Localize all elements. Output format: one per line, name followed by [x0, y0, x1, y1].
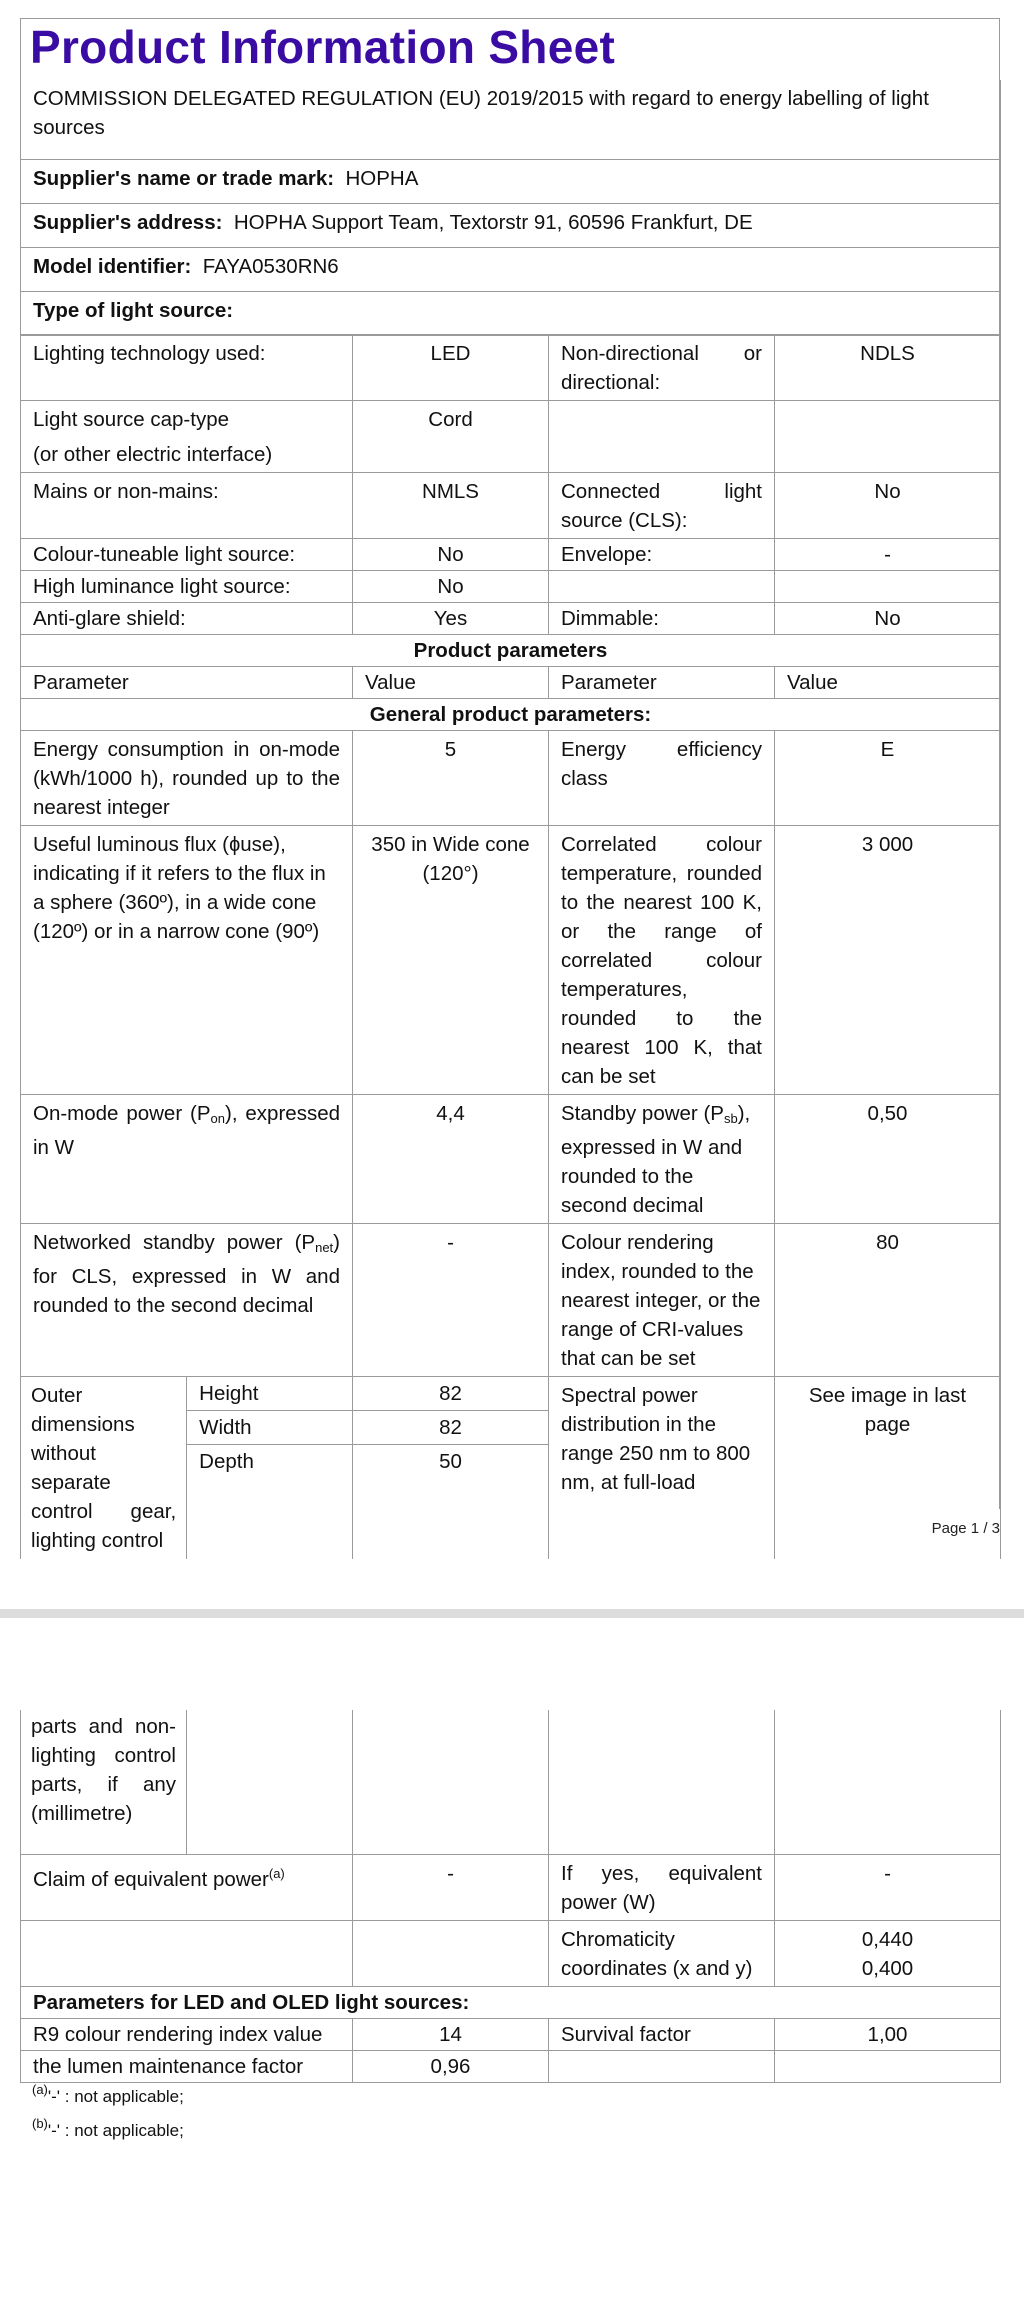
supplier-name-value: HOPHA — [345, 167, 419, 190]
netstandby-value: - — [353, 1224, 549, 1377]
directional-value: NDLS — [775, 335, 1001, 401]
model-label: Model identifier: — [33, 255, 192, 278]
general-heading: General product parameters: — [21, 699, 1001, 731]
cap-label-line1: Light source cap-type — [33, 408, 230, 431]
depth-label: Depth — [199, 1450, 254, 1473]
flux-value: 350 in Wide cone (120°) — [353, 826, 549, 1095]
model-row — [21, 248, 1001, 292]
envelope-value: - — [775, 539, 1001, 571]
cls-value: No — [775, 473, 1001, 539]
empty-cell — [775, 1710, 1001, 1855]
eff-class-label: Energy efficiency class — [549, 731, 775, 826]
empty-cell — [549, 2051, 775, 2083]
standby-label: Standby power $(P_{sb})$, expressed in W and rounded to the second decimal — [549, 1095, 775, 1224]
cap-label-line2: (or other electric interface) — [33, 443, 273, 466]
envelope-label: Envelope: — [549, 539, 775, 571]
chroma-x: 0,440 — [861, 1928, 914, 1951]
spd-label: Spectral power distribution in the range 250 nm to 800 nm, at full-load — [549, 1377, 775, 1560]
chroma-value — [775, 1921, 1001, 1987]
sheet-title: Product Information Sheet — [30, 21, 616, 73]
empty-cell — [549, 571, 775, 603]
empty-cell — [775, 571, 1001, 603]
col-value-2: Value — [775, 667, 1001, 699]
standby-value: 0,50 — [775, 1095, 1001, 1224]
cri-value: 80 — [775, 1224, 1001, 1377]
footnote-b: $^{(b)}$'-' : not applicable; — [32, 2116, 184, 2140]
empty-cell — [187, 1710, 353, 1855]
dimmable-value: No — [775, 603, 1001, 635]
led-heading: Parameters for LED and OLED light sources: — [21, 1987, 1001, 2019]
onpower-label: On-mode power $(P_{on})$, expressed in W — [21, 1095, 353, 1224]
high-lum-value: No — [353, 571, 549, 603]
supplier-address-row — [21, 204, 1001, 248]
supplier-name-label: Supplier's name or trade mark: — [33, 167, 335, 190]
tuneable-label: Colour-tuneable light source: — [21, 539, 353, 571]
directional-label: Non-directional or directional: — [549, 335, 775, 401]
lumen-label: the lumen maintenance factor — [21, 2051, 353, 2083]
high-lum-label: High luminance light source: — [21, 571, 353, 603]
onpower-value: 4,4 — [353, 1095, 549, 1224]
chroma-label: Chromaticity coordinates (x and y) — [549, 1921, 775, 1987]
height-label: Height — [187, 1377, 352, 1411]
page-separator — [0, 1609, 1024, 1618]
tuneable-value: No — [353, 539, 549, 571]
cap-value: Cord — [353, 401, 549, 473]
tech-value: LED — [353, 335, 549, 401]
supplier-name-row — [21, 160, 1001, 204]
r9-label: R9 colour rendering index value — [21, 2019, 353, 2051]
outer-dimensions-cell — [21, 1377, 353, 1560]
col-parameter-1: Parameter — [21, 667, 353, 699]
survival-label: Survival factor — [549, 2019, 775, 2051]
empty-cell — [353, 1921, 549, 1987]
outer-dimensions-label: Outer dimensions without separate control gear, lighting control — [21, 1377, 187, 1559]
continued-table — [20, 1710, 1001, 2083]
empty-cell — [21, 1921, 353, 1987]
empty-cell — [549, 401, 775, 473]
type-table — [20, 334, 1001, 1559]
type-heading: Type of light source: — [21, 292, 1001, 336]
regulation-text: COMMISSION DELEGATED REGULATION (EU) 2019/2015 with regard to energy labelling of light sources — [21, 80, 1001, 160]
r9-value: 14 — [353, 2019, 549, 2051]
equiv-label: Claim of equivalent power$^{(a)}$ — [21, 1855, 353, 1921]
cri-label: Colour rendering index, rounded to the nearest integer, or the range of CRI-values that can be set — [549, 1224, 775, 1377]
energy-cons-label: Energy consumption in on-mode (kWh/1000 h), rounded up to the nearest integer — [21, 731, 353, 826]
cct-label: Correlated colour temperature, rounded to the nearest 100 K, or the range of correlated colour temperatures, rounded to the nearest 100 K, that can be set — [549, 826, 775, 1095]
survival-value: 1,00 — [775, 2019, 1001, 2051]
lumen-value: 0,96 — [353, 2051, 549, 2083]
spd-value: See image in last page — [775, 1377, 1001, 1560]
footnote-a: $^{(a)}$'-' : not applicable; — [32, 2082, 184, 2106]
empty-cell — [775, 2051, 1001, 2083]
width-value: 82 — [353, 1411, 548, 1445]
equiv-w-label: If yes, equivalent power (W) — [549, 1855, 775, 1921]
mains-value: NMLS — [353, 473, 549, 539]
equiv-w-value: - — [775, 1855, 1001, 1921]
depth-value: 50 — [439, 1450, 462, 1473]
col-parameter-2: Parameter — [549, 667, 775, 699]
cct-value: 3 000 — [775, 826, 1001, 1095]
eff-class-value: E — [775, 731, 1001, 826]
page-2 — [0, 1618, 1024, 2306]
equiv-value: - — [353, 1855, 549, 1921]
mains-label: Mains or non-mains: — [21, 473, 353, 539]
product-parameters-heading: Product parameters — [21, 635, 1001, 667]
cls-label: Connected light source (CLS): — [549, 473, 775, 539]
col-value-1: Value — [353, 667, 549, 699]
supplier-address-label: Supplier's address: — [33, 211, 223, 234]
outer-dimensions-label-cont: parts and non-lighting control parts, if any (millimetre) — [21, 1710, 187, 1855]
height-value: 82 — [353, 1377, 548, 1411]
tech-label: Lighting technology used: — [21, 335, 353, 401]
supplier-address-value: HOPHA Support Team, Textorstr 91, 60596 Frankfurt, DE — [233, 211, 753, 234]
chroma-y: 0,400 — [861, 1957, 914, 1980]
empty-cell — [353, 1710, 549, 1855]
empty-cell — [549, 1710, 775, 1855]
energy-cons-value: 5 — [353, 731, 549, 826]
dimension-values-cell — [353, 1377, 549, 1560]
antiglare-value: Yes — [353, 603, 549, 635]
model-value: FAYA0530RN6 — [202, 255, 339, 278]
cap-label — [21, 401, 353, 473]
netstandby-label: Networked standby power $(P_{net})$ for CLS, expressed in W and rounded to the second decimal — [21, 1224, 353, 1377]
header-table — [20, 80, 1001, 336]
width-label: Width — [187, 1411, 352, 1445]
antiglare-label: Anti-glare shield: — [21, 603, 353, 635]
dimmable-label: Dimmable: — [549, 603, 775, 635]
empty-cell — [775, 401, 1001, 473]
page-number: Page 1 / 3 — [931, 1520, 1000, 1537]
flux-label: Useful luminous flux (ɸuse), indicating if it refers to the flux in a sphere (360º), in a wide cone (120º) or in a narrow cone (90º) — [21, 826, 353, 1095]
